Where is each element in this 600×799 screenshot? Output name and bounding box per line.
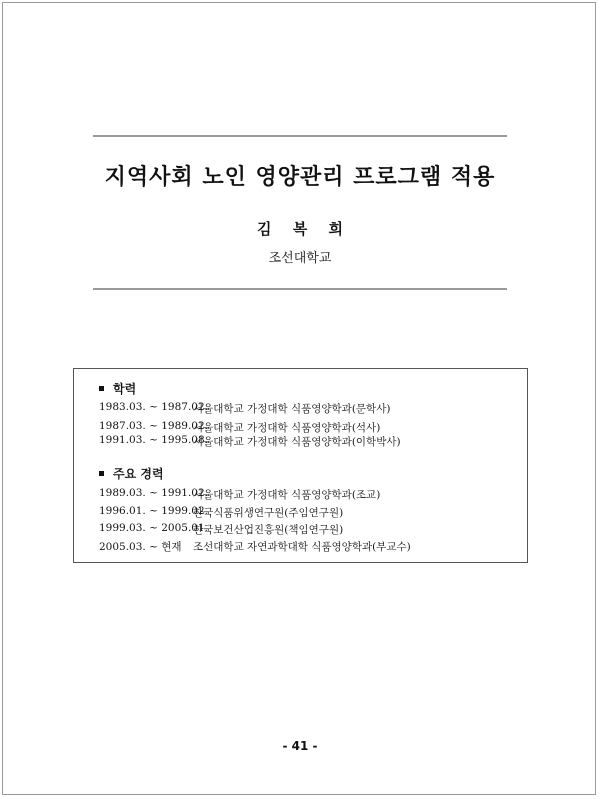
career-description: 한국식품위생연구원(주임연구원) — [193, 507, 344, 519]
education-description: 서울대학교 가정대학 식품영양학과(이학박사) — [193, 436, 401, 448]
career-entry — [99, 505, 343, 520]
education-period: 1987.03. ~ 1989.02. — [99, 420, 208, 432]
career-period: 1999.03. ~ 2005.01. — [99, 522, 208, 534]
career-heading-label: 주요 경력 — [113, 467, 164, 481]
square-bullet-icon — [99, 471, 104, 476]
career-period: 1989.03. ~ 1991.02. — [99, 487, 208, 499]
career-heading — [99, 465, 164, 482]
education-entry — [99, 434, 401, 449]
career-description: 한국보건산업진흥원(책임연구원) — [193, 524, 344, 536]
education-heading — [99, 380, 136, 397]
square-bullet-icon — [99, 386, 104, 391]
career-entry — [99, 522, 343, 537]
education-description: 서울대학교 가정대학 식품영양학과(문학사) — [193, 403, 391, 415]
career-description: 조선대학교 자연과학대학 식품영양학과(부교수) — [193, 541, 411, 553]
career-period: 1996.01. ~ 1999.02. — [99, 505, 208, 517]
page-number: - 41 - — [282, 739, 318, 753]
cv-box — [73, 368, 528, 563]
author-name: 김 복 희 — [257, 220, 343, 238]
career-period: 2005.03. ~ 현재 — [99, 541, 182, 553]
bottom-rule — [93, 288, 507, 290]
education-description: 서울대학교 가정대학 식품영양학과(석사) — [193, 422, 381, 434]
top-rule — [93, 135, 507, 137]
career-entry — [99, 539, 411, 554]
author-affiliation: 조선대학교 — [268, 251, 332, 266]
career-entry — [99, 487, 380, 502]
education-entry — [99, 401, 390, 416]
education-period: 1983.03. ~ 1987.02. — [99, 401, 208, 413]
education-entry — [99, 420, 380, 435]
document-title: 지역사회 노인 영양관리 프로그램 적용 — [104, 165, 496, 190]
education-heading-label: 학력 — [113, 382, 137, 396]
career-description: 서울대학교 가정대학 식품영양학과(조교) — [193, 489, 381, 501]
education-period: 1991.03. ~ 1995.08. — [99, 434, 208, 446]
